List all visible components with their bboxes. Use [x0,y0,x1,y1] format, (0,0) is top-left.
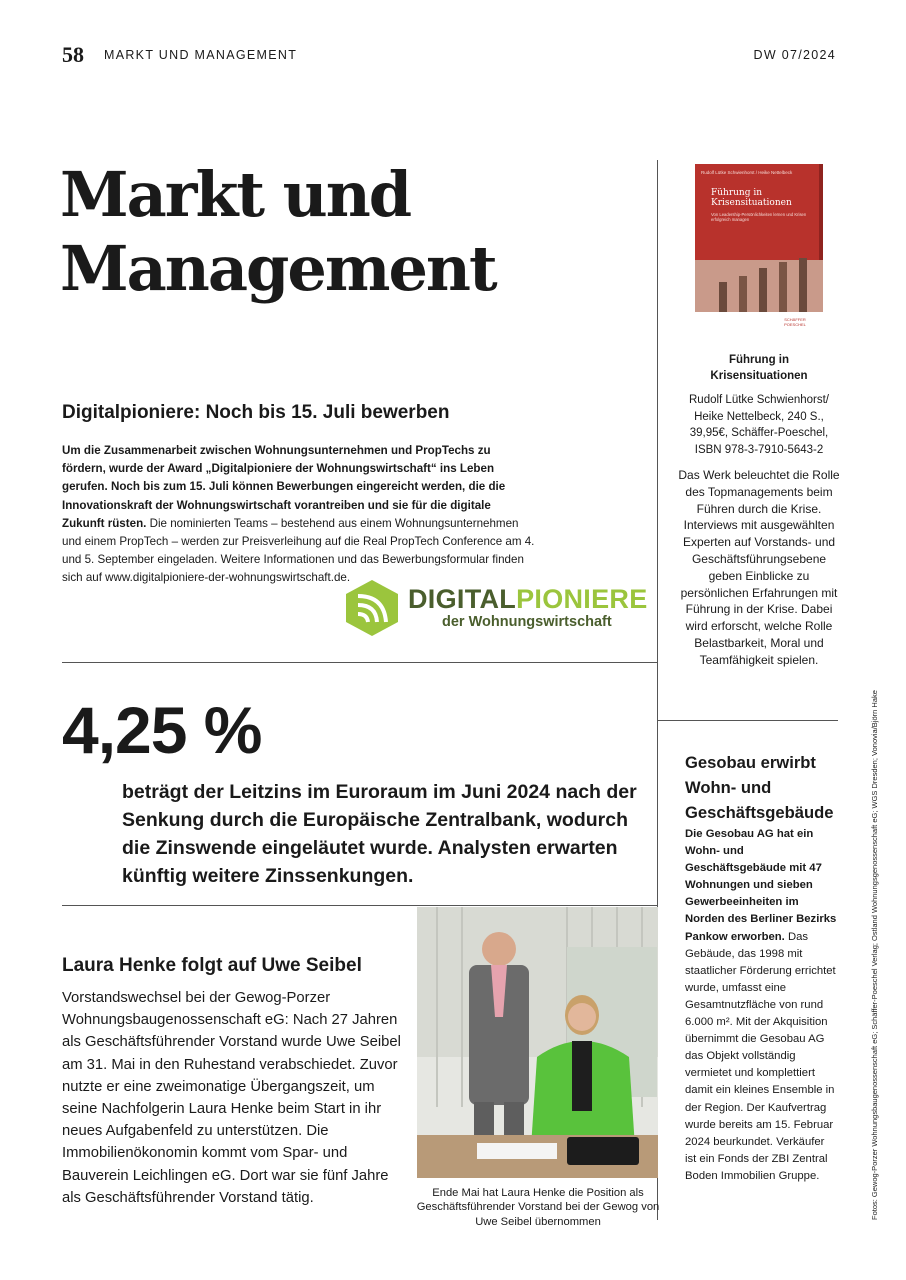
photo-credit: Fotos: Gewog-Porzer Wohnungsbaugenossenschaft eG; Schäffer-Poeschel Verlag; Ostland Wohnungsgenossenschaft eG; WGS Dresden; Vonovia/Björn Hake [870,690,879,1220]
digital-article-body [62,442,536,588]
book-description: Das Werk beleuchtet die Rolle des Topmanagements beim Führen durch die Krise. Interviews mit ausgewählten Experten auf Vorstands- und Geschäftsführungsebene geben Einblicke zu persönlichen Erfahrungen mit Führung in der Krise. Dabei wird erforscht, welche Rolle Belastbarkeit, Moral und Teamfähigkeit spielen. [678,468,840,667]
book-cover-publisher: SCHÄFFER POESCHEL [784,317,806,327]
hexagon-logo-icon [344,578,400,638]
henke-article-body: Vorstandswechsel bei der Gewog-Porzer Wohnungsbaugenossenschaft eG: Nach 27 Jahren als Geschäftsführender Vorstand wurde Uwe Seibel am 31. Mai in den Ruhestand verabschiedet. Zuvor nutzte er eine zweimonatige Übergangszeit, um seine Nachfolgerin Laura Henke beim Start in ihr neues Aufgabenfeld zu unterstützen. Die Immobilienökonomin kommt vom Spar- und Bauverein Leichlingen eG. Dort war sie fünf Jahre als Geschäftsführender Vorstand tätig. [62,990,401,1206]
page-title-line: Markt und [60,158,411,231]
logo-tagline: der Wohnungswirtschaft [442,614,612,630]
sidebar-divider [658,720,838,721]
book-meta: Rudolf Lütke Schwienhorst/ Heike Nettelbeck, 240 S., 39,95€, Schäffer-Poeschel, ISBN 978-3-7910-5643-2 [689,394,829,456]
stat-value: 4,25 % [62,693,262,767]
page-title [60,158,530,306]
digital-article-text: Die nominierten Teams – bestehend aus einem Wohnungsunternehmen und einem PropTech – werden zur Preisverleihung auf die Real PropTech Conference am 4. und 5. September eingeladen. Weitere Informationen und das Bewerbungsformular finden sich auf www.digitalpioniere-der-wohnungswirtschaft.de. [62,516,535,585]
logo-word-pioniere: PIONIERE [516,584,648,614]
book-cover [695,164,823,334]
book-cover-title: Führung in Krisensituationen [711,188,792,208]
digitalpioniere-logo [344,578,648,640]
page-title-line: Management [60,232,496,305]
gesobau-article-lead: Die Gesobau AG hat ein Wohn- und Geschäftsgebäude mit 47 Wohnungen und sieben Gewerbeeinheiten im Norden des Berliner Bezirks Pankow erworben. [685,828,837,943]
book-cover-author: Rudolf Lütke Schwienhorst / Heike Nettelbeck [701,170,793,175]
book-title: Führung in Krisensituationen [710,354,808,382]
stat-description: beträgt der Leitzins im Euroraum im Juni 2024 nach der Senkung durch die Europäische Zentralbank, wodurch die Zinswende eingeläutet wurde. Analysten erwarten künftig weitere Zinssenkungen. [122,781,637,887]
digital-article-lead: Um die Zusammenarbeit zwischen Wohnungsunternehmen und PropTechs zu fördern, wurde der Award „Digitalpioniere der Wohnungswirtschaft“ ins Leben gerufen. Noch bis zum 15. Juli können Bewerbungen eingereicht werden, die die Innovationskraft der Wohnungswirtschaft vorantreiben und sie für die digitale Zukunft rüsten. [62,444,506,530]
issue-label: DW 07/2024 [753,48,836,62]
gesobau-article-text: Das Gebäude, das 1998 mit staatlicher Förderung errichtet wurde, umfasst eine Gesamtnutzfläche von rund 6.000 m². Mit der Akquisition übernimmt die Gesobau AG das Objekt vollständig vermietet und komplettiert damit ein kleines Ensemble in der Region. Der Kaufvertrag wurde bereits am 15. Februar 2024 beurkundet. Verkäufer ist ein Fonds der ZBI Zentral Boden Immobilien Gruppe. [685,930,836,1182]
henke-article-heading: Laura Henke folgt auf Uwe Seibel [62,955,362,976]
henke-seibel-photo [417,907,658,1178]
photo-caption: Ende Mai hat Laura Henke die Position als Geschäftsführender Vorstand bei der Gewog von Uwe Seibel übernommen [416,1187,660,1228]
digital-article-heading: Digitalpioniere: Noch bis 15. Juli bewerben [62,402,450,423]
logo-wordmark [408,584,648,615]
section-divider [62,662,657,663]
gesobau-article-body [685,826,837,1185]
section-divider [62,905,657,906]
section-label: MARKT UND MANAGEMENT [104,48,298,62]
book-cover-subtitle: Von Leadership-Persönlichkeiten lernen und Krisen erfolgreich managen [711,212,807,223]
gesobau-article-heading: Gesobau erwirbt Wohn- und Geschäftsgebäude [685,753,834,822]
logo-word-digital: DIGITAL [408,584,517,614]
page-number: 58 [62,42,84,67]
